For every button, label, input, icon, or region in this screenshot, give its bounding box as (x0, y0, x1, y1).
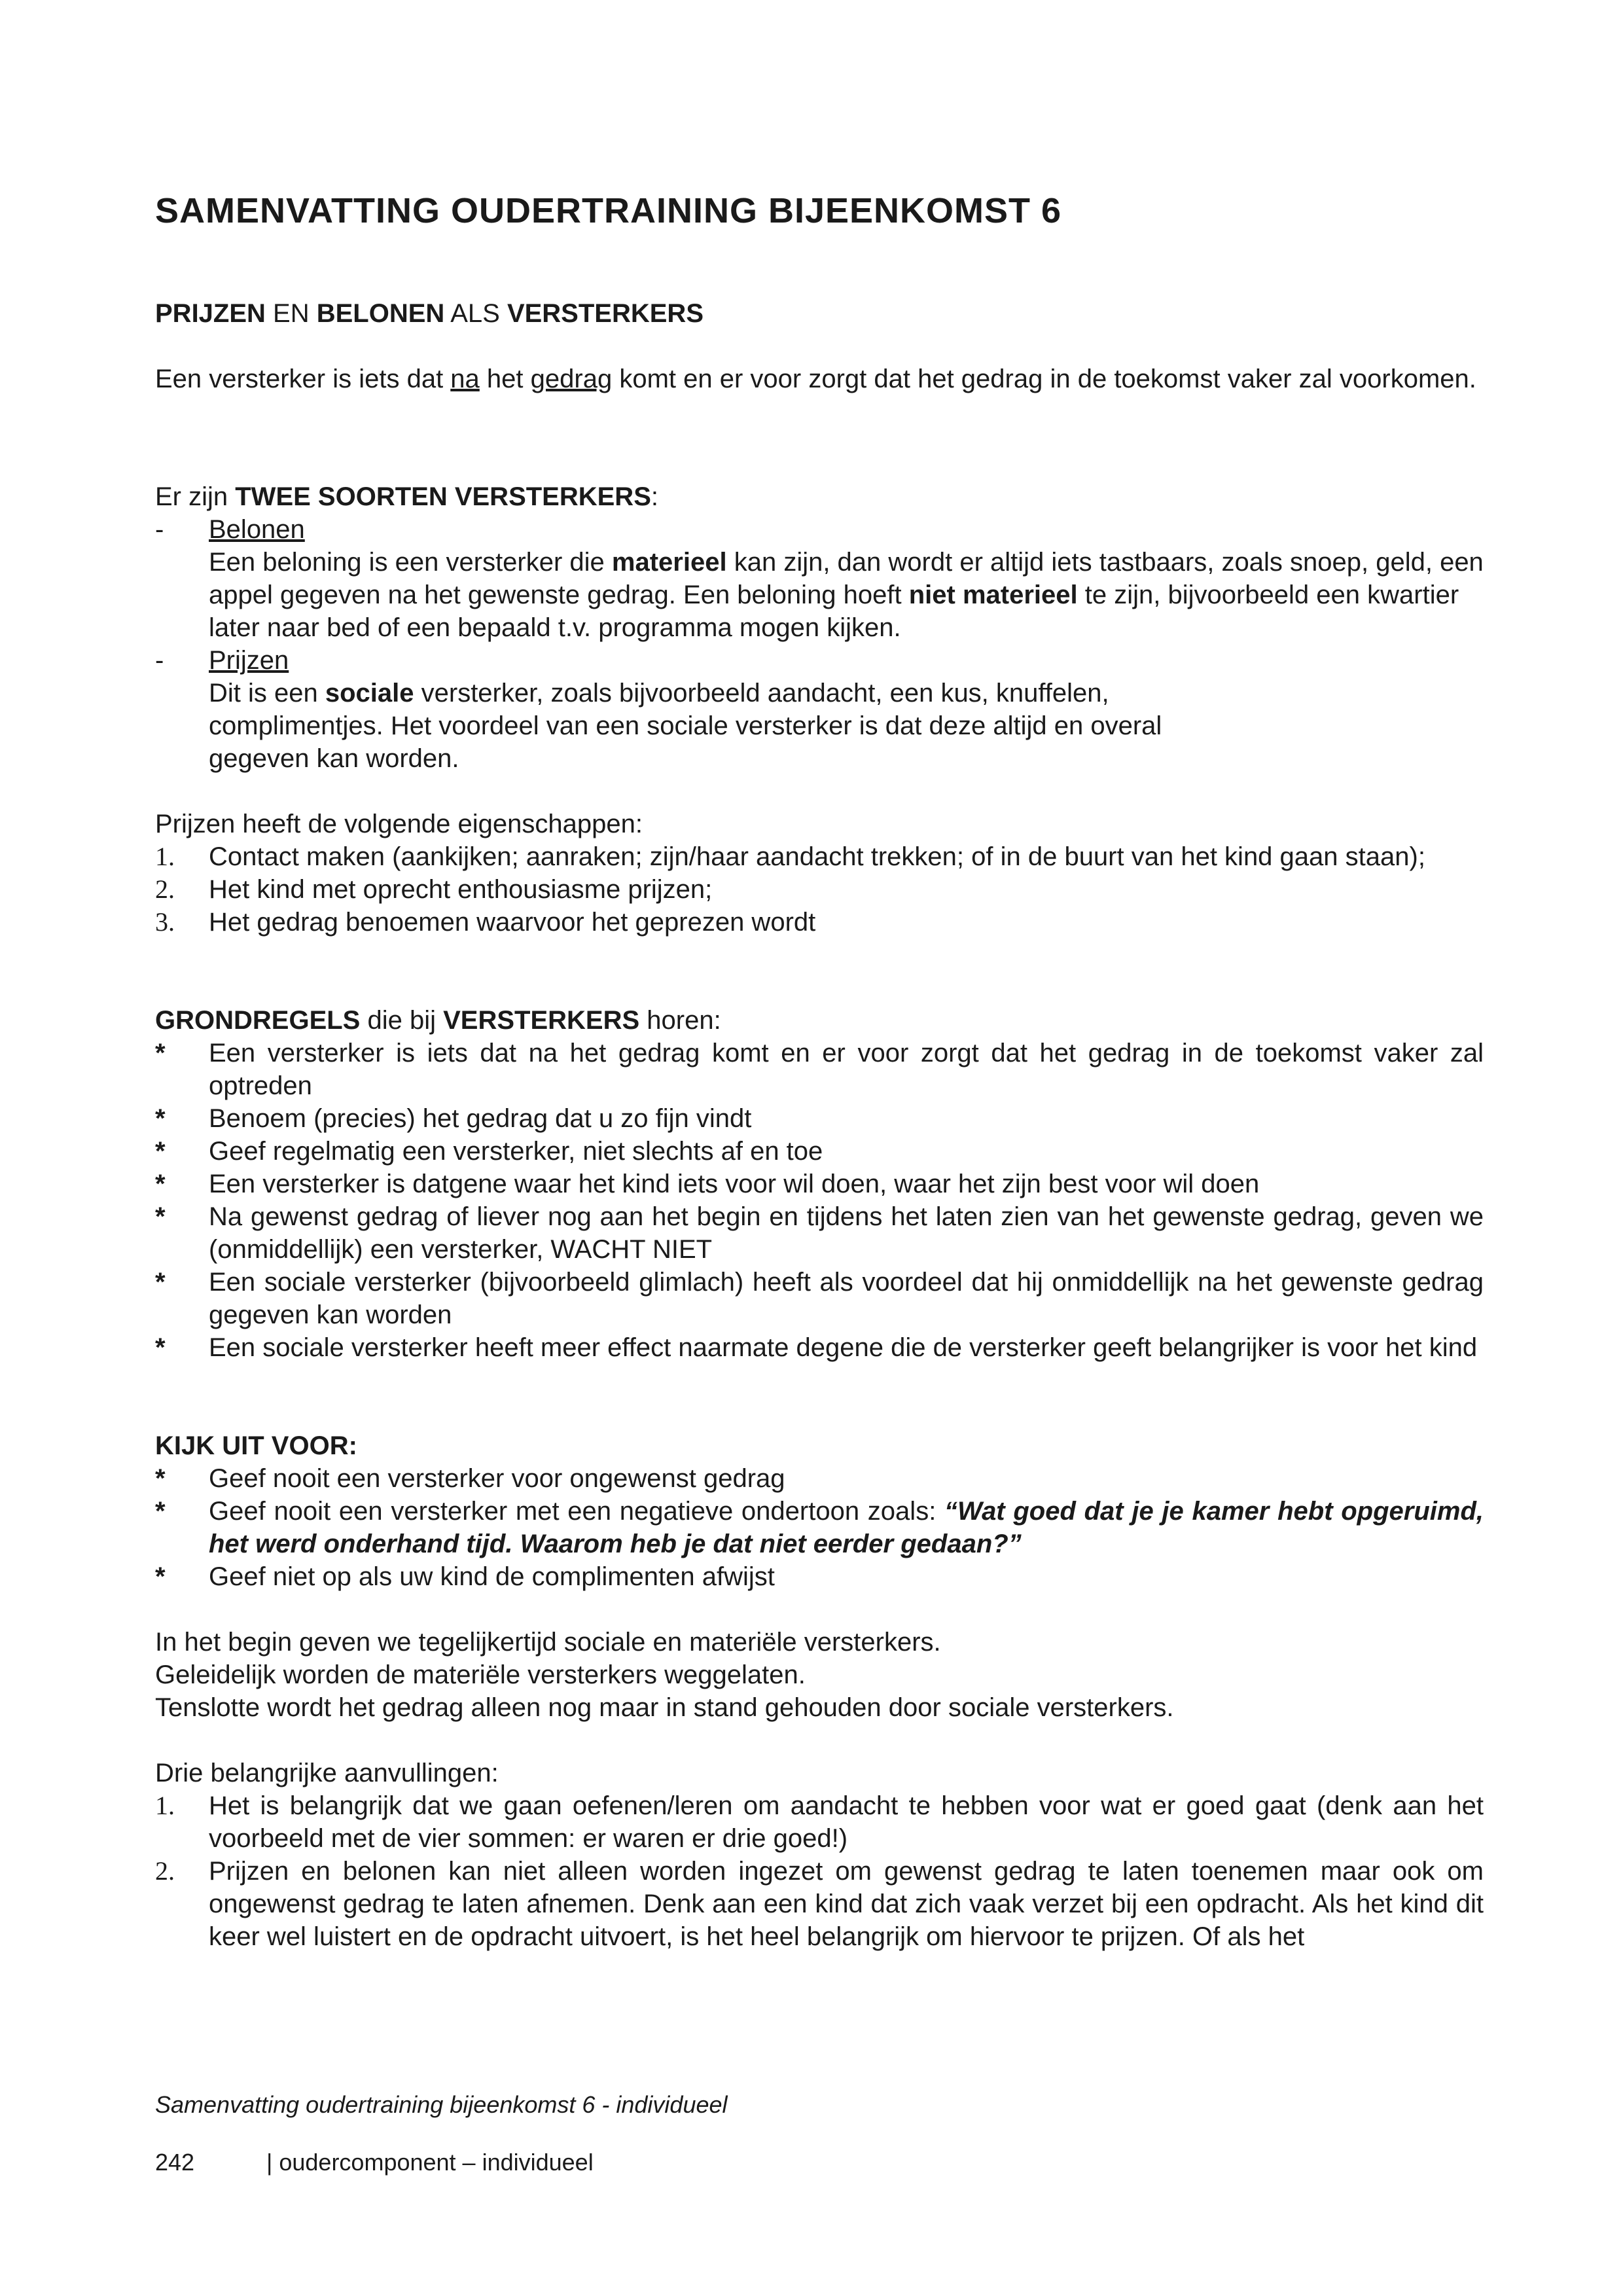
list-item: * Een sociale versterker (bijvoorbeeld glimlach) heeft als voordeel dat hij onmiddellijk na het gewenste gedrag gegeven kan worden (155, 1268, 1484, 1329)
page-content (155, 190, 1484, 1953)
list-item-prijzen (155, 644, 1484, 775)
page-number: 242 (155, 2149, 195, 2176)
list-item: * Een sociale versterker heeft meer effect naarmate degene die de versterker geeft belangrijker is voor het kind (155, 1333, 1478, 1362)
reinforcer-types-lead: Er zijn TWEE SOORTEN VERSTERKERS: (155, 482, 658, 511)
dash-marker: - (155, 646, 164, 675)
list-item: 3. Het gedrag benoemen waarvoor het geprezen wordt (155, 907, 816, 937)
reinforcer-definition: Een versterker is iets dat na het gedrag komt en er voor zorgt dat het gedrag in de toekomst vaker zal voorkomen. (155, 365, 1476, 393)
watch-out-heading: KIJK UIT VOOR: (155, 1431, 357, 1460)
transition-line: Tenslotte wordt het gedrag alleen nog maar in stand gehouden door sociale versterkers. (155, 1693, 1174, 1722)
list-item: 2. Prijzen en belonen kan niet alleen worden ingezet om gewenst gedrag te laten toenemen maar ook om ongewenst gedrag te laten afnemen. Denk aan een kind dat zich vaak verzet bij een opdracht. Als het kind dit keer wel luistert en de opdracht uitvoert, is het heel belangrijk om hiervoor te prijzen. Of als het (155, 1856, 1484, 1951)
dash-marker: - (155, 515, 164, 544)
list-item: * Geef nooit een versterker voor ongewenst gedrag (155, 1464, 785, 1493)
transition-line: In het begin geven we tegelijkertijd sociale en materiële versterkers. (155, 1628, 941, 1657)
list-item: 1. Contact maken (aankijken; aanraken; zijn/haar aandacht trekken; of in de buurt van het kind gaan staan); (155, 842, 1425, 871)
section-heading-reinforcers: PRIJZEN EN BELONEN ALS VERSTERKERS (155, 299, 704, 328)
rules-lead: GRONDREGELS die bij VERSTERKERS horen: (155, 1006, 721, 1035)
page-title: SAMENVATTING OUDERTRAINING BIJEENKOMST 6 (155, 191, 1062, 230)
list-item: * Een versterker is datgene waar het kind iets voor wil doen, waar het zijn best voor wil doen (155, 1170, 1260, 1198)
list-item: * Een versterker is iets dat na het gedrag komt en er voor zorgt dat het gedrag in de toekomst vaker zal optreden (155, 1039, 1484, 1100)
transition-line: Geleidelijk worden de materiële versterkers weggelaten. (155, 1660, 806, 1689)
properties-lead: Prijzen heeft de volgende eigenschappen: (155, 810, 643, 838)
belonen-text: Een beloning is een versterker die materieel kan zijn, dan wordt er altijd iets tastbaars, zoals snoep, geld, een appel gegeven na het gewenste gedrag. Een beloning hoeft niet materieel te zijn, bijvoorbeeld een kwartier later naar bed of een bepaald t.v. programma mogen kijken. (209, 548, 1484, 642)
prijzen-title: Prijzen (209, 646, 289, 675)
list-item: * Benoem (precies) het gedrag dat u zo fijn vindt (155, 1104, 752, 1133)
list-item: * Na gewenst gedrag of liever nog aan het begin en tijdens het laten zien van het gewenste gedrag, geven we (onmiddellijk) een versterker, WACHT NIET (155, 1202, 1484, 1264)
prijzen-text-line: Dit is een sociale versterker, zoals bijvoorbeeld aandacht, een kus, knuffelen, (209, 679, 1109, 708)
list-item: 1. Het is belangrijk dat we gaan oefenen/leren om aandacht te hebben voor wat er goed gaat (denk aan het voorbeeld met de vier sommen: er waren er drie goed!) (155, 1791, 1484, 1853)
list-item-belonen (155, 513, 1484, 644)
additions-lead: Drie belangrijke aanvullingen: (155, 1759, 499, 1787)
list-item: * Geef nooit een versterker met een negatieve ondertoon zoals: “Wat goed dat je je kamer hebt opgeruimd, het werd onderhand tijd. Waarom heb je dat niet eerder gedaan?” (155, 1497, 1484, 1558)
page-footer (155, 2149, 594, 2176)
prijzen-text-line: complimentjes. Het voordeel van een sociale versterker is dat deze altijd en overal (209, 711, 1162, 740)
prijzen-text-line: gegeven kan worden. (209, 744, 459, 773)
list-item: 2. Het kind met oprecht enthousiasme prijzen; (155, 874, 713, 904)
belonen-title: Belonen (209, 515, 305, 544)
list-item: * Geef niet op als uw kind de complimenten afwijst (155, 1562, 775, 1591)
footer-section: | oudercomponent – individueel (266, 2149, 594, 2176)
list-item: * Geef regelmatig een versterker, niet slechts af en toe (155, 1137, 823, 1166)
running-footer-title: Samenvatting oudertraining bijeenkomst 6 - individueel (155, 2091, 728, 2118)
